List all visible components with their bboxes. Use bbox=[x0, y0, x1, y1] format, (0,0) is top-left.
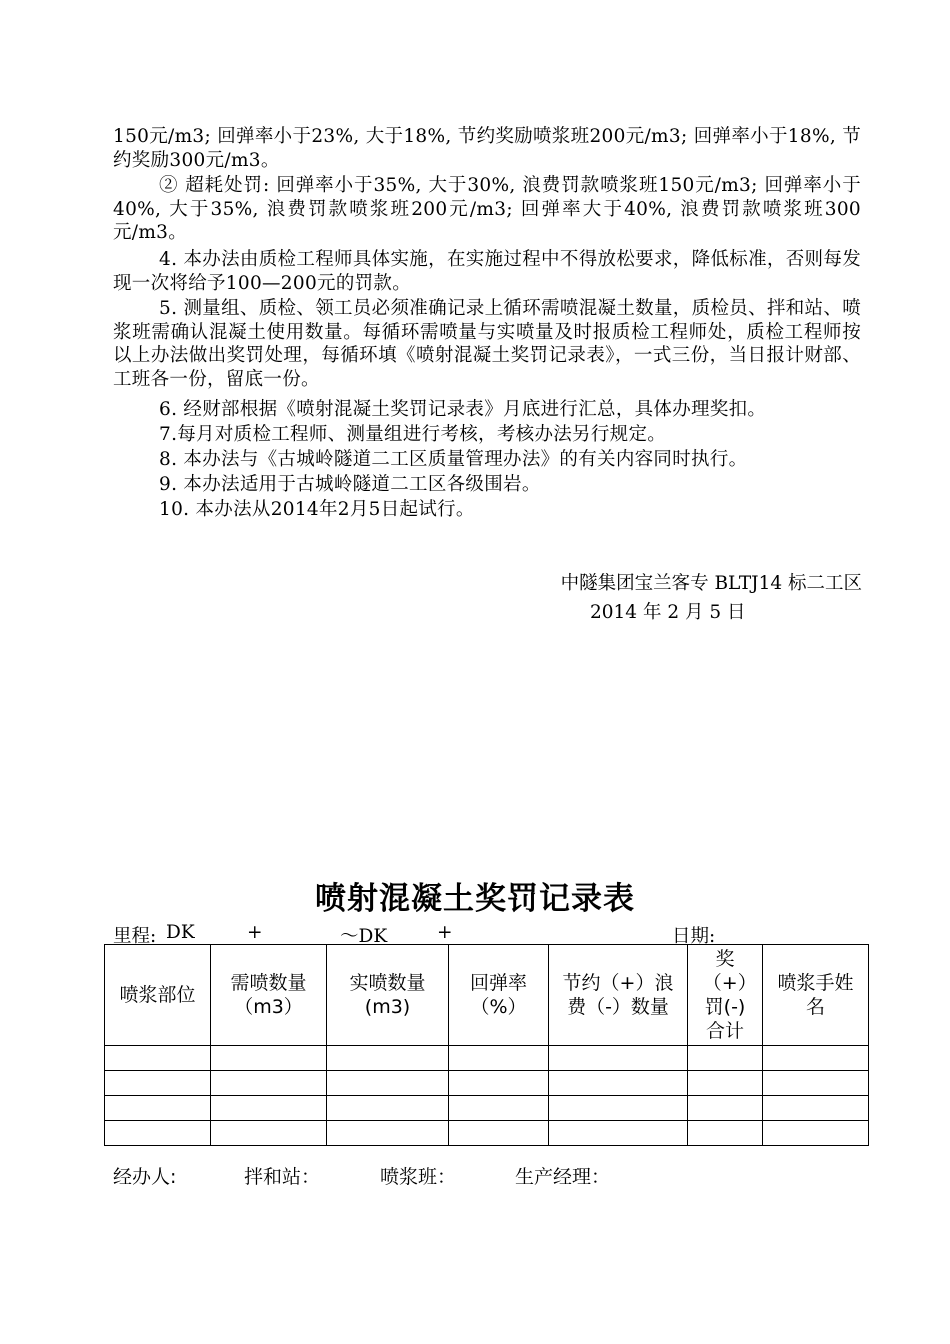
table-cell[interactable] bbox=[449, 1096, 549, 1121]
table-cell[interactable] bbox=[449, 1046, 549, 1071]
record-table bbox=[104, 944, 869, 1146]
paragraph-item-9: 9. 本办法适用于古城岭隧道二工区各级围岩。 bbox=[159, 474, 541, 495]
table-cell[interactable] bbox=[105, 1071, 211, 1096]
table-row bbox=[105, 1096, 869, 1121]
table-row bbox=[105, 1071, 869, 1096]
signature-org: 中隧集团宝兰客专 BLTJ14 标二工区 bbox=[560, 573, 862, 594]
table-cell[interactable] bbox=[327, 1046, 449, 1071]
table-cell[interactable] bbox=[549, 1121, 688, 1146]
table-header-row bbox=[105, 945, 869, 1046]
header-save-waste-quantity: 节约（+）浪费（-）数量 bbox=[549, 945, 688, 1046]
paragraph-item-7: 7.每月对质检工程师、测量组进行考核，考核办法另行规定。 bbox=[159, 424, 667, 445]
form-title: 喷射混凝土奖罚记录表 bbox=[315, 881, 635, 917]
mileage-plus-end: + bbox=[437, 922, 453, 943]
footer-production-manager-label: 生产经理： bbox=[515, 1166, 611, 1188]
table-cell[interactable] bbox=[688, 1071, 763, 1096]
paragraph-item-8: 8. 本办法与《古城岭隧道二工区质量管理办法》的有关内容同时执行。 bbox=[159, 449, 748, 470]
table-cell[interactable] bbox=[763, 1121, 869, 1146]
table-cell[interactable] bbox=[688, 1121, 763, 1146]
table-cell[interactable] bbox=[211, 1046, 327, 1071]
table-cell[interactable] bbox=[763, 1096, 869, 1121]
table-cell[interactable] bbox=[763, 1046, 869, 1071]
table-cell[interactable] bbox=[549, 1046, 688, 1071]
header-actual-volume: 实喷数量(m3) bbox=[327, 945, 449, 1046]
table-row bbox=[105, 1046, 869, 1071]
table-row bbox=[105, 1121, 869, 1146]
mileage-dk-start: DK bbox=[166, 922, 195, 943]
header-sprayer-name: 喷浆手姓名 bbox=[763, 945, 869, 1046]
footer-mixing-station-label: 拌和站： bbox=[244, 1166, 321, 1188]
table-cell[interactable] bbox=[105, 1121, 211, 1146]
header-reward-penalty-total: 奖（+）罚(-)合计 bbox=[688, 945, 763, 1046]
signature-date: 2014 年 2 月 5 日 bbox=[590, 602, 746, 623]
header-rebound-rate: 回弹率（%） bbox=[449, 945, 549, 1046]
mileage-dk-end: ～DK bbox=[340, 926, 388, 947]
table-cell[interactable] bbox=[688, 1096, 763, 1121]
date-label: 日期: bbox=[672, 926, 716, 947]
mileage-label: 里程: bbox=[113, 926, 157, 947]
footer-handler-label: 经办人: bbox=[113, 1166, 177, 1188]
paragraph-penalty: ② 超耗处罚: 回弹率小于35%, 大于30%, 浪费罚款喷浆班150元/m3; 回弹率小于40%, 大于35%, 浪费罚款喷浆班200元/m3; 回弹率大于40%, 浪费罚款喷浆班300元/m3。 bbox=[113, 175, 861, 244]
paragraph-reward: 150元/m3; 回弹率小于23%, 大于18%, 节约奖励喷浆班200元/m3; 回弹率小于18%, 节约奖励300元/m3。 bbox=[113, 126, 861, 171]
paragraph-item-6: 6. 经财部根据《喷射混凝土奖罚记录表》月底进行汇总，具体办理奖扣。 bbox=[159, 399, 767, 420]
paragraph-item-4: 4. 本办法由质检工程师具体实施，在实施过程中不得放松要求，降低标准，否则每发现一次将给予100—200元的罚款。 bbox=[113, 249, 861, 294]
table-cell[interactable] bbox=[105, 1046, 211, 1071]
header-spray-location: 喷浆部位 bbox=[105, 945, 211, 1046]
mileage-plus-start: + bbox=[247, 922, 263, 943]
paragraph-item-5: 5. 测量组、质检、领工员必须准确记录上循环需喷混凝土数量，质检员、拌和站、喷浆班需确认混凝土使用数量。每循环需喷量与实喷量及时报质检工程师处，质检工程师按以上办法做出奖罚处理，每循环填《喷射混凝土奖罚记录表》，一式三份，当日报计财部、工班各一份，留底一份。 bbox=[113, 298, 861, 391]
footer-spray-team-label: 喷浆班： bbox=[380, 1166, 457, 1188]
table-cell[interactable] bbox=[549, 1071, 688, 1096]
table-cell[interactable] bbox=[327, 1096, 449, 1121]
table-cell[interactable] bbox=[105, 1096, 211, 1121]
header-required-volume: 需喷数量（m3） bbox=[211, 945, 327, 1046]
table-cell[interactable] bbox=[211, 1121, 327, 1146]
paragraph-item-10: 10. 本办法从2014年2月5日起试行。 bbox=[159, 499, 475, 520]
table-cell[interactable] bbox=[688, 1046, 763, 1071]
table-cell[interactable] bbox=[549, 1096, 688, 1121]
table-cell[interactable] bbox=[211, 1096, 327, 1121]
table-cell[interactable] bbox=[763, 1071, 869, 1096]
table-cell[interactable] bbox=[327, 1071, 449, 1096]
table-cell[interactable] bbox=[327, 1121, 449, 1146]
table-cell[interactable] bbox=[449, 1071, 549, 1096]
table-cell[interactable] bbox=[449, 1121, 549, 1146]
table-cell[interactable] bbox=[211, 1071, 327, 1096]
